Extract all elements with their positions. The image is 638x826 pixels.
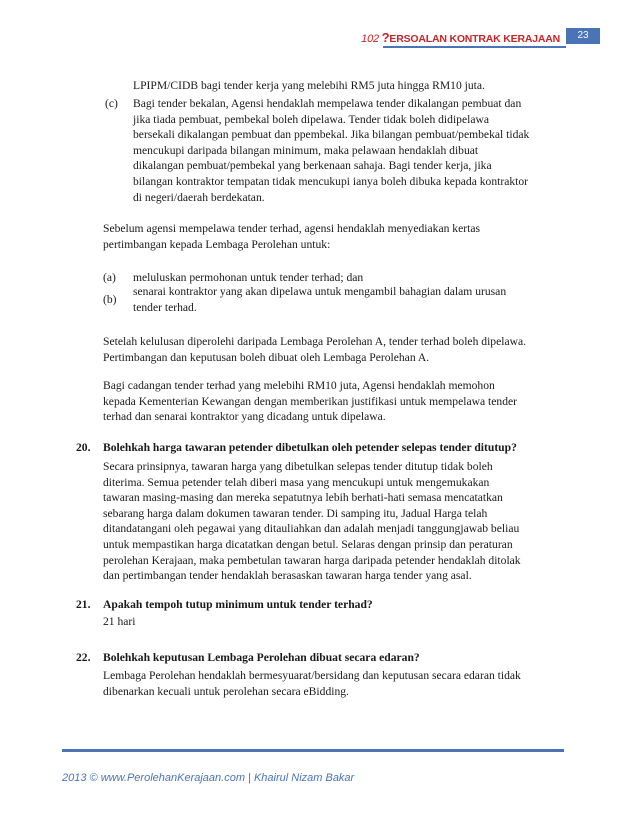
header-number: 102 — [361, 33, 379, 45]
sub-b-label: (b) — [103, 293, 117, 306]
sub-b-text — [133, 284, 506, 315]
answer-line: diterima. Semua petender telah diberi masa yang mencukupi untuk mengemukakan — [103, 475, 490, 489]
sub-a-label: (a) — [103, 271, 116, 284]
question-22-answer — [103, 668, 521, 699]
question-21-number: 21. — [76, 598, 91, 611]
paragraph-line: Sebelum agensi mempelawa tender terhad, agensi hendaklah menyediakan kertas — [103, 222, 480, 235]
question-22-number: 22. — [76, 651, 91, 664]
question-20-title: Bolehkah harga tawaran petender dibetulkan oleh petender selepas tender ditutup? — [103, 441, 517, 454]
footer-credit: 2013 © www.PerolehanKerajaan.com | Khairul Nizam Bakar — [62, 772, 355, 784]
question-21-answer: 21 hari — [103, 615, 136, 628]
answer-line: Secara prinsipnya, tawaran harga yang dibetulkan selepas tender ditutup tidak boleh — [103, 460, 493, 473]
paragraph-rm10 — [103, 378, 517, 425]
footer-rule — [62, 749, 564, 752]
item-c-line: mencukupi daripada bilangan minimum, maka pelawaan hendaklah dibuat — [133, 143, 479, 157]
answer-line: tawaran masing-masing dan mereka sepatutnya lebih berhati-hati semasa mencatatkan — [103, 491, 503, 505]
question-21-title: Apakah tempoh tutup minimum untuk tender terhad? — [103, 598, 373, 611]
header-q-glyph: ? — [381, 30, 390, 45]
answer-line: untuk mempastikan harga dicatatkan dengan betul. Selaras dengan prinsip dan peraturan — [103, 537, 513, 551]
item-c-line: Bagi tender bekalan, Agensi hendaklah mempelawa tender dikalangan pembuat dan — [133, 97, 522, 110]
sub-b-line: senarai kontraktor yang akan dipelawa untuk mengambil bahagian dalam urusan — [133, 285, 507, 298]
answer-line: perolehan Kerajaan, maka pembetulan tawaran harga daripada petender hendaklah ditolak — [103, 553, 521, 567]
answer-line: Lembaga Perolehan hendaklah bermesyuarat/bersidang dan keputusan secara edaran tidak — [103, 669, 521, 682]
item-c-label: (c) — [105, 97, 118, 110]
item-c-line: bersekali dikalangan pembuat dan ppembekal. Jika bilangan pembuat/pembekal tidak — [133, 128, 530, 142]
answer-line: ditandatangani oleh pegawai yang ditauliahkan dan adalah menjadi tanggungjawab beliau — [103, 522, 520, 536]
paragraph-line: Pertimbangan dan keputusan boleh dibuat oleh Lembaga Perolehan A. — [103, 350, 430, 364]
paragraph-line: Bagi cadangan tender terhad yang melebihi RM10 juta, Agensi hendaklah memohon — [103, 379, 495, 392]
answer-line: dan pertimbangan tender hendaklah berasaskan tawaran harga tender yang asal. — [103, 569, 472, 583]
item-c-text — [133, 96, 529, 205]
paragraph-line: terhad dan senarai kontraktor yang dicadang untuk dipelawa. — [103, 410, 386, 424]
answer-line: dibenarkan kecuali untuk perolehan secara eBidding. — [103, 684, 349, 698]
item-c-line: jika tiada pembuat, pembekal boleh dipelawa. Tender tidak boleh didipelawa — [133, 112, 490, 126]
sub-a-text: meluluskan permohonan untuk tender terhad; dan — [133, 271, 364, 284]
sub-b-line: tender terhad. — [133, 300, 197, 314]
paragraph-line: Setelah kelulusan diperolehi daripada Lembaga Perolehan A, tender terhad boleh dipelawa. — [103, 335, 527, 348]
question-20-number: 20. — [76, 441, 91, 454]
item-c-line: di negeri/daerah berdekatan. — [133, 190, 265, 204]
page-number-badge: 23 — [566, 28, 600, 44]
item-c-line: dikalangan pembuat/pembekal yang berkenaan sahaja. Bagi tender kerja, jika — [133, 159, 492, 173]
paragraph-line: kepada Kementerian Kewangan dengan memberikan justifikasi untuk mempelawa tender — [103, 394, 518, 408]
answer-line: sebarang harga dalam dokumen tawaran tender. Di samping itu, Jadual Harga telah — [103, 506, 488, 520]
paragraph-line: pertimbangan kepada Lembaga Perolehan untuk: — [103, 237, 331, 251]
question-20-answer — [103, 459, 521, 584]
paragraph-before-restricted — [103, 221, 480, 252]
question-22-title: Bolehkah keputusan Lembaga Perolehan dibuat secara edaran? — [103, 651, 420, 664]
lpipm-line: LPIPM/CIDB bagi tender kerja yang melebihi RM5 juta hingga RM10 juta. — [133, 79, 485, 92]
item-c-line: bilangan kontraktor tempatan tidak mencukupi ianya boleh dibuka kepada kontraktor — [133, 174, 529, 188]
paragraph-approval — [103, 334, 526, 365]
header-title-text: ERSOALAN KONTRAK KERAJAAN — [389, 33, 560, 45]
running-header-title — [361, 30, 560, 45]
header-rule — [383, 46, 566, 48]
